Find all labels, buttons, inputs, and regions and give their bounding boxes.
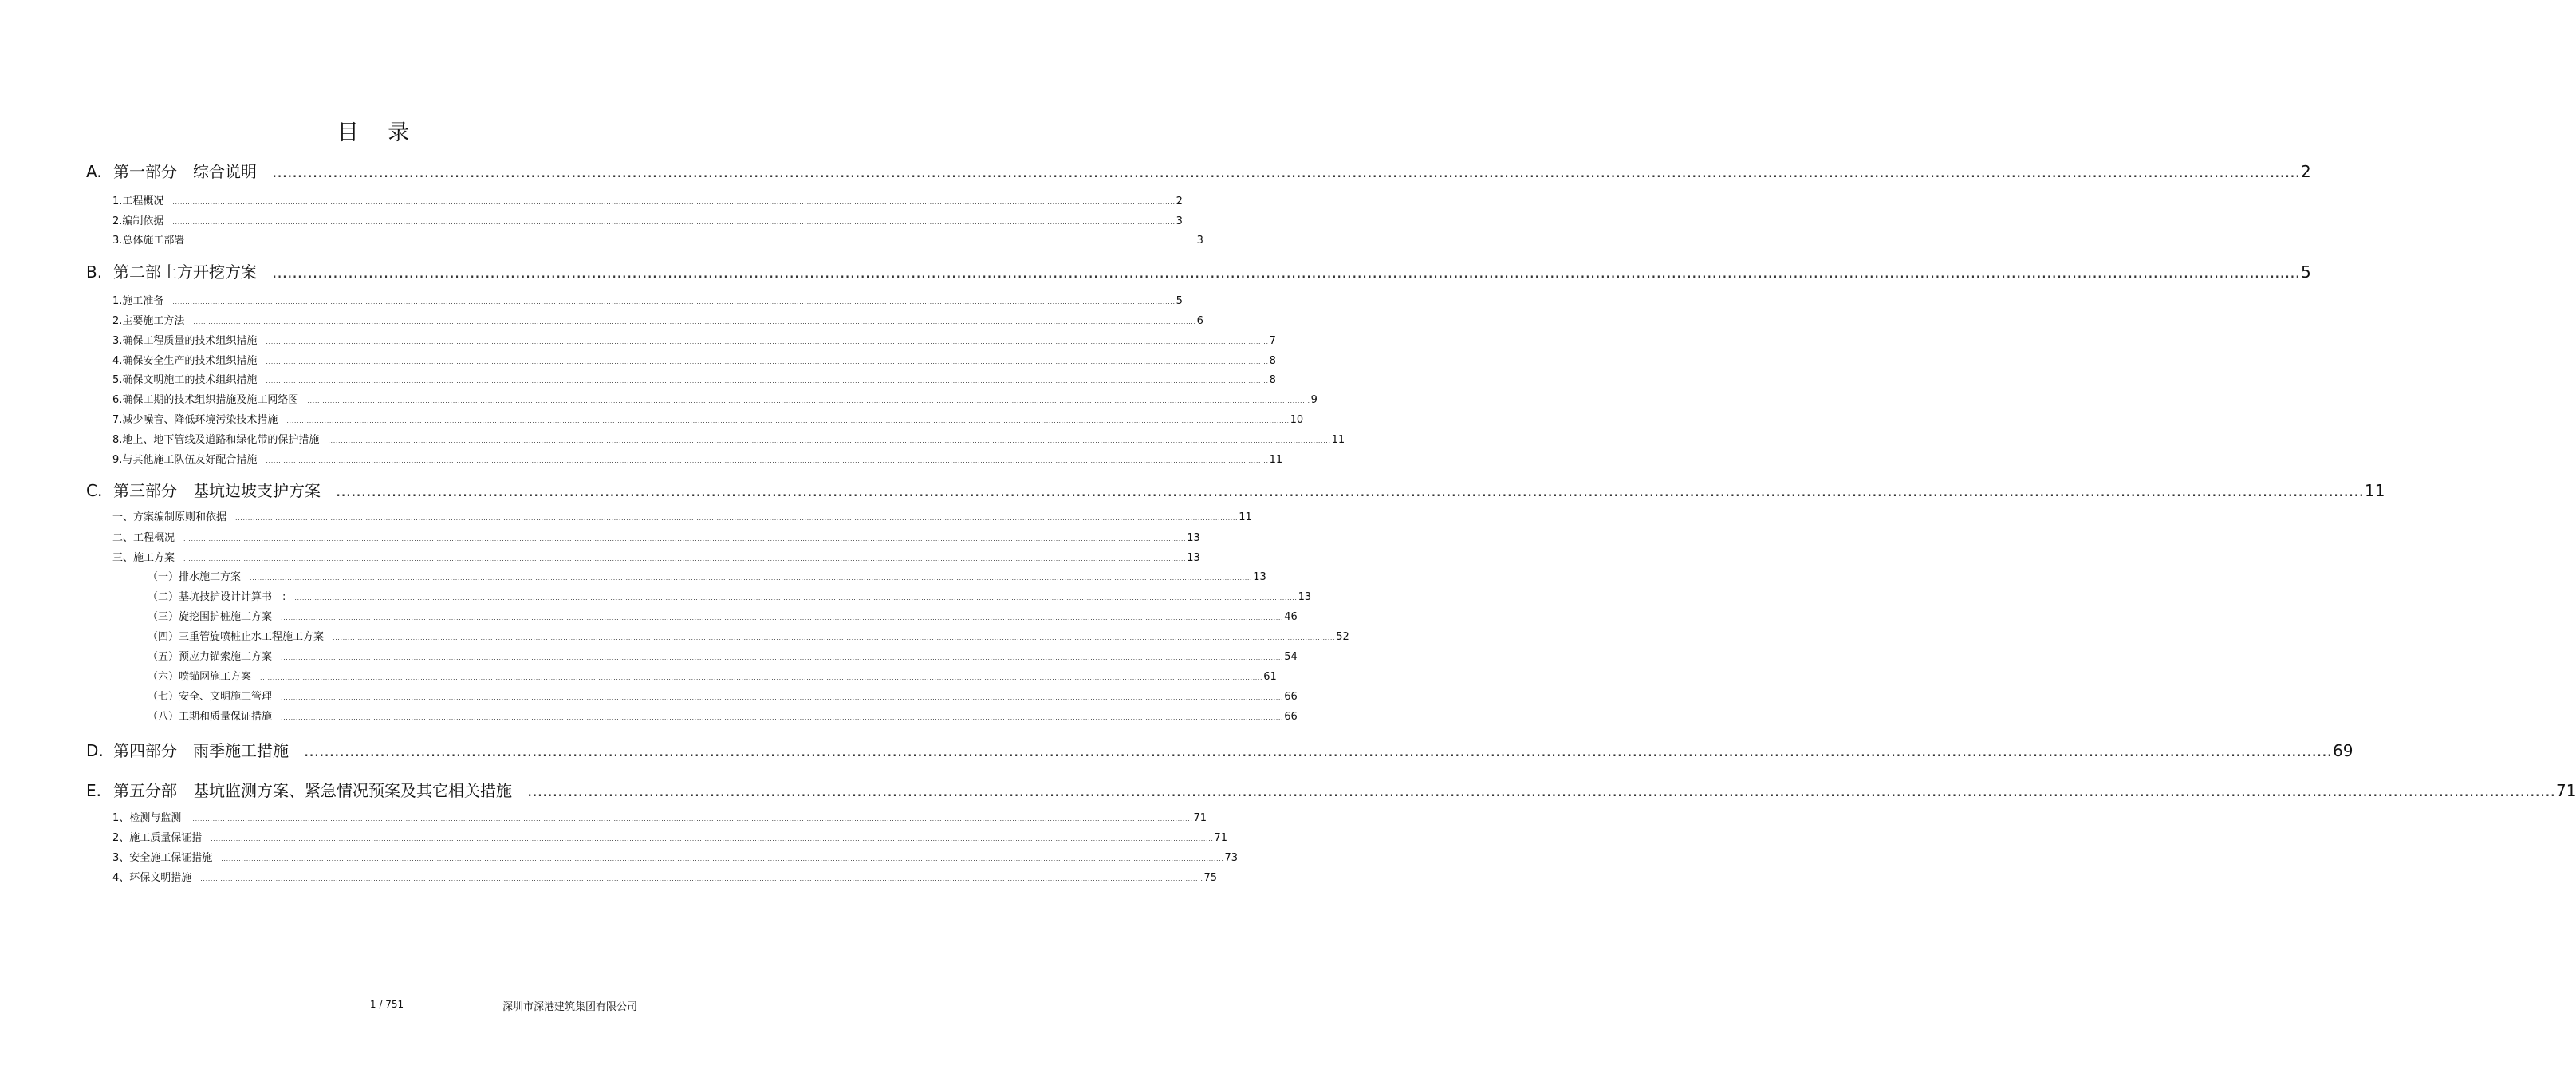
toc-entry-text: 8.地上、地下管线及道路和绿化带的保护措施 [112, 434, 320, 446]
toc-page-number: 6 [1196, 315, 1203, 327]
toc-page-number: 11 [1239, 511, 1252, 523]
toc-entry-level2[interactable] [112, 314, 1203, 329]
toc-leader-dots: ................................................................................................................................................................................................................................................................................................................................................................................................................ [190, 815, 1193, 823]
toc-page-number: 46 [1284, 611, 1298, 623]
toc-entry-text: 2.主要施工方法 [112, 315, 185, 327]
toc-leader-dots: ................................................................................................................................................................................................................................................................................................................................................................................................................ [260, 674, 1263, 681]
toc-entry-level3[interactable] [148, 709, 1298, 725]
toc-page-number: 11 [2364, 481, 2385, 500]
toc-page-number: 7 [1269, 335, 1276, 347]
toc-entry-label [112, 393, 298, 408]
toc-entry-level2[interactable] [112, 550, 1200, 566]
toc-leader-dots: ................................................................................................................................................................................................................................................................................................................................................................................................................ [281, 654, 1284, 661]
toc-page-number: 52 [1336, 631, 1349, 643]
toc-entry-text: （一）排水施工方案 [148, 571, 242, 583]
toc-page-number: 73 [1224, 852, 1239, 864]
toc-entry-level1[interactable] [86, 779, 2576, 802]
toc-page-number: 3 [1176, 215, 1183, 227]
toc-entry-label [112, 333, 257, 349]
toc-entry-level2[interactable] [112, 452, 1283, 468]
toc-section-letter: A. [86, 162, 102, 181]
toc-page-number: 71 [1193, 812, 1207, 824]
toc-entry-label [148, 689, 272, 705]
toc-entry-label [148, 590, 286, 606]
toc-leader-dots: ................................................................................................................................................................................................................................................................................................................................................................................................................ [200, 875, 1203, 882]
toc-entry-label [112, 314, 184, 329]
toc-entry-level2[interactable] [112, 870, 1218, 886]
toc-entry-level2[interactable] [112, 233, 1203, 249]
toc-entry-label [112, 373, 257, 389]
toc-leader-dots: ................................................................................................................................................................................................................................................................................................................................................................................................................ [221, 855, 1224, 862]
toc-section-letter: C. [86, 481, 103, 500]
toc-page-number: 71 [1214, 832, 1228, 844]
toc-entry-label [112, 432, 319, 448]
toc-page-number: 61 [1263, 671, 1277, 683]
toc-entry-text: 第五分部 基坑监测方案、紧急情况预案及其它相关措施 [113, 781, 512, 800]
toc-entry-level3[interactable] [148, 609, 1298, 625]
toc-entry-level2[interactable] [112, 510, 1252, 526]
toc-leader-dots: ................................................................................................................................................................................................................................................................................................................................................................................................................ [286, 417, 1290, 424]
toc-entry-text: 1、检测与监测 [112, 812, 182, 824]
toc-leader-dots: ................................................................................................................................................................................................................................................................................................................................................................................................................ [294, 594, 1298, 602]
toc-page-number: 71 [2555, 781, 2576, 800]
toc-page-number: 11 [1269, 454, 1283, 466]
toc-entry-text: （七）安全、文明施工管理 [148, 691, 273, 703]
toc-page-number: 8 [1269, 374, 1276, 386]
toc-entry-level2[interactable] [112, 412, 1304, 428]
toc-entry-text: 1.工程概况 [112, 195, 164, 207]
toc-entry-label [112, 850, 212, 866]
toc-leader-dots: ................................................................................................................................................................................................................................................................................................................................................................................................................ [304, 741, 2332, 760]
toc-entry-text: 第四部分 雨季施工措施 [113, 741, 289, 760]
toc-section-letter: D. [86, 741, 104, 760]
toc-leader-dots: ................................................................................................................................................................................................................................................................................................................................................................................................................ [272, 162, 2300, 181]
toc-leader-dots: ................................................................................................................................................................................................................................................................................................................................................................................................................ [172, 199, 1176, 206]
toc-title: 目 录 [337, 120, 421, 145]
toc-entry-level3[interactable] [148, 689, 1298, 705]
toc-leader-dots: ................................................................................................................................................................................................................................................................................................................................................................................................................ [281, 714, 1284, 721]
toc-page-number: 8 [1269, 355, 1276, 367]
toc-leader-dots: ................................................................................................................................................................................................................................................................................................................................................................................................................ [266, 338, 1269, 345]
toc-entry-level3[interactable] [148, 669, 1277, 685]
toc-leader-dots: ................................................................................................................................................................................................................................................................................................................................................................................................................ [527, 781, 2555, 800]
toc-leader-dots: ................................................................................................................................................................................................................................................................................................................................................................................................................ [172, 219, 1176, 226]
toc-entry-text: 5.确保文明施工的技术组织措施 [112, 374, 258, 386]
toc-leader-dots: ................................................................................................................................................................................................................................................................................................................................................................................................................ [307, 397, 1310, 404]
toc-entry-label [112, 870, 191, 886]
toc-entry-label [112, 233, 184, 249]
toc-entry-text: 2.编制依据 [112, 215, 164, 227]
toc-entry-label [112, 294, 163, 310]
toc-entry-text: 3、安全施工保证措施 [112, 852, 213, 864]
toc-entry-level2[interactable] [112, 393, 1318, 408]
toc-entry-text: （五）预应力锚索施工方案 [148, 651, 273, 663]
toc-entry-level1[interactable] [86, 160, 2311, 183]
toc-leader-dots: ................................................................................................................................................................................................................................................................................................................................................................................................................ [333, 634, 1336, 641]
toc-leader-dots: ................................................................................................................................................................................................................................................................................................................................................................................................................ [336, 481, 2364, 500]
toc-page-number: 13 [1253, 571, 1266, 583]
toc-entry-level2[interactable] [112, 333, 1276, 349]
toc-entry-label [148, 609, 272, 625]
toc-entry-label [112, 452, 257, 468]
toc-entry-label [148, 570, 241, 586]
toc-entry-label [86, 160, 257, 183]
toc-entry-text: （二）基坑技护设计计算书 : [148, 591, 286, 603]
toc-page-number: 69 [2332, 741, 2353, 760]
toc-entry-text: 第三部分 基坑边坡支护方案 [113, 481, 321, 500]
toc-entry-text: 第二部土方开挖方案 [113, 262, 257, 282]
company-name: 深圳市深港建筑集团有限公司 [502, 1001, 638, 1013]
toc-entry-level2[interactable] [112, 811, 1207, 826]
toc-entry-level2[interactable] [112, 214, 1183, 230]
page-indicator: 1 / 751 [369, 999, 404, 1010]
toc-entry-level2[interactable] [112, 353, 1276, 369]
toc-leader-dots: ................................................................................................................................................................................................................................................................................................................................................................................................................ [193, 318, 1196, 325]
toc-entry-label [86, 740, 289, 762]
toc-entry-label [112, 353, 257, 369]
toc-leader-dots: ................................................................................................................................................................................................................................................................................................................................................................................................................ [235, 515, 1239, 522]
toc-entry-text: （六）喷锚网施工方案 [148, 671, 252, 683]
toc-page-number: 66 [1284, 691, 1298, 703]
toc-page-number: 5 [2300, 262, 2311, 282]
toc-entry-label [112, 550, 175, 566]
toc-entry-text: 3.总体施工部署 [112, 235, 185, 247]
toc-entry-label [86, 779, 512, 802]
toc-section-letter: E. [86, 781, 101, 800]
toc-entry-text: 9.与其他施工队伍友好配合措施 [112, 454, 258, 466]
toc-page-number: 54 [1284, 651, 1298, 663]
toc-entry-text: 4、环保文明措施 [112, 872, 192, 884]
toc-entry-level2[interactable] [112, 194, 1183, 210]
toc-page-number: 66 [1284, 711, 1298, 723]
toc-page-number: 11 [1331, 434, 1345, 446]
toc-entry-label [112, 811, 181, 826]
toc-page-number: 3 [1196, 235, 1203, 247]
toc-entry-text: 6.确保工期的技术组织措施及施工网络图 [112, 394, 299, 406]
toc-entry-label [112, 412, 278, 428]
toc-entry-label [86, 261, 257, 283]
toc-leader-dots: ................................................................................................................................................................................................................................................................................................................................................................................................................ [328, 437, 1331, 444]
toc-page-number: 13 [1187, 532, 1200, 544]
toc-page-number: 10 [1290, 414, 1304, 426]
toc-entry-level3[interactable] [148, 629, 1349, 645]
toc-leader-dots: ................................................................................................................................................................................................................................................................................................................................................................................................................ [266, 358, 1269, 365]
toc-entry-text: （八）工期和质量保证措施 [148, 711, 273, 723]
toc-leader-dots: ................................................................................................................................................................................................................................................................................................................................................................................................................ [193, 238, 1196, 245]
toc-leader-dots: ................................................................................................................................................................................................................................................................................................................................................................................................................ [272, 262, 2300, 282]
toc-leader-dots: ................................................................................................................................................................................................................................................................................................................................................................................................................ [183, 555, 1187, 562]
toc-entry-level2[interactable] [112, 294, 1183, 310]
toc-leader-dots: ................................................................................................................................................................................................................................................................................................................................................................................................................ [266, 457, 1269, 464]
toc-entry-level2[interactable] [112, 830, 1228, 846]
toc-page-number: 9 [1310, 394, 1318, 406]
toc-leader-dots: ................................................................................................................................................................................................................................................................................................................................................................................................................ [172, 298, 1176, 306]
toc-leader-dots: ................................................................................................................................................................................................................................................................................................................................................................................................................ [250, 574, 1253, 582]
toc-entry-level1[interactable] [86, 740, 2353, 762]
toc-entry-level2[interactable] [112, 432, 1345, 448]
toc-entry-text: 2、施工质量保证措 [112, 832, 203, 844]
toc-leader-dots: ................................................................................................................................................................................................................................................................................................................................................................................................................ [281, 694, 1284, 701]
toc-entry-label [112, 214, 163, 230]
toc-leader-dots: ................................................................................................................................................................................................................................................................................................................................................................................................................ [183, 535, 1187, 542]
toc-page-number: 2 [2300, 162, 2311, 181]
toc-entry-label [112, 194, 163, 210]
toc-leader-dots: ................................................................................................................................................................................................................................................................................................................................................................................................................ [266, 377, 1269, 385]
toc-entry-label [112, 510, 226, 526]
toc-entry-text: 7.减少噪音、降低环境污染技术措施 [112, 414, 278, 426]
toc-entry-text: 1.施工准备 [112, 295, 164, 307]
toc-page-number: 2 [1176, 195, 1183, 207]
toc-entry-label [112, 830, 202, 846]
toc-entry-level1[interactable] [86, 479, 2385, 502]
toc-entry-level2[interactable] [112, 373, 1276, 389]
toc-entry-level3[interactable] [148, 649, 1298, 665]
toc-entry-level2[interactable] [112, 531, 1200, 546]
toc-entry-label [148, 629, 324, 645]
toc-entry-text: 一、方案编制原则和依据 [112, 511, 227, 523]
toc-entry-text: 二、工程概况 [112, 532, 175, 544]
toc-entry-label [148, 669, 251, 685]
toc-page-number: 75 [1203, 872, 1218, 884]
toc-entry-text: （四）三重管旋喷桩止水工程施工方案 [148, 631, 325, 643]
toc-entry-level3[interactable] [148, 570, 1266, 586]
toc-entry-text: （三）旋挖围护桩施工方案 [148, 611, 273, 623]
toc-entry-level3[interactable] [148, 590, 1312, 606]
toc-entry-text: 三、施工方案 [112, 552, 175, 564]
toc-leader-dots: ................................................................................................................................................................................................................................................................................................................................................................................................................ [211, 835, 1214, 842]
toc-page-number: 13 [1298, 591, 1312, 603]
toc-entry-label [86, 479, 321, 502]
toc-entry-level2[interactable] [112, 850, 1239, 866]
toc-entry-label [148, 649, 272, 665]
toc-entry-label [112, 531, 175, 546]
toc-entry-text: 3.确保工程质量的技术组织措施 [112, 335, 258, 347]
toc-entry-label [148, 709, 272, 725]
toc-page-number: 13 [1187, 552, 1200, 564]
toc-entry-text: 第一部分 综合说明 [113, 162, 257, 181]
toc-entry-text: 4.确保安全生产的技术组织措施 [112, 355, 258, 367]
toc-page-number: 5 [1176, 295, 1183, 307]
toc-leader-dots: ................................................................................................................................................................................................................................................................................................................................................................................................................ [281, 614, 1284, 621]
toc-section-letter: B. [86, 262, 103, 282]
toc-entry-level1[interactable] [86, 261, 2311, 283]
